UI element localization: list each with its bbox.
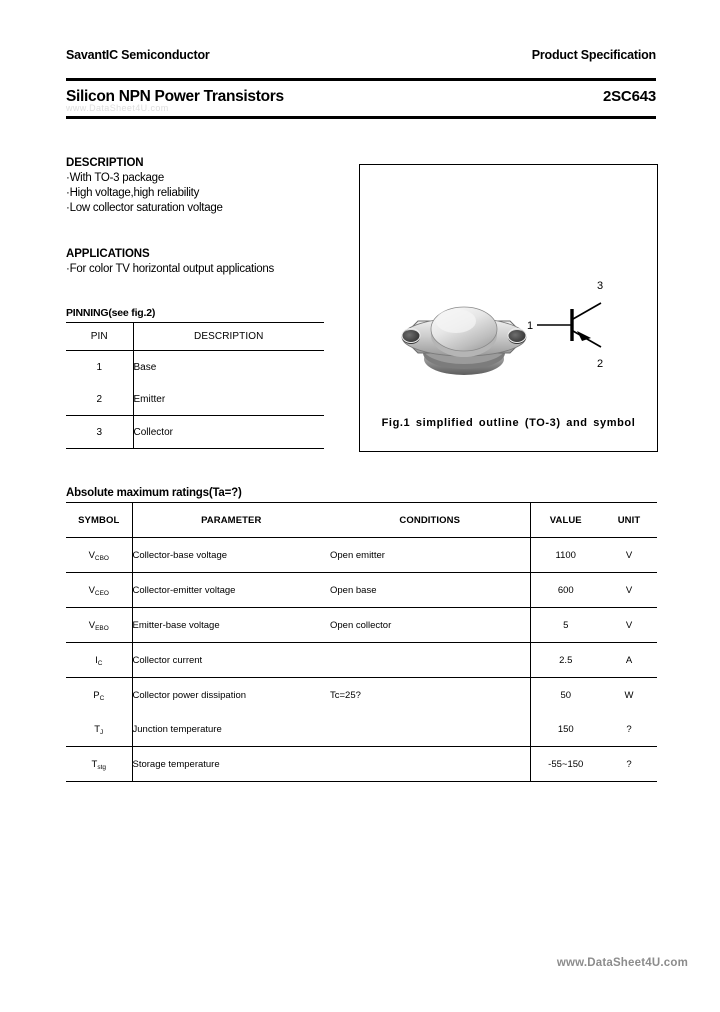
table-header-row xyxy=(66,323,324,351)
page-header xyxy=(66,48,656,62)
rating-unit: V xyxy=(601,573,657,608)
ratings-col-conditions: CONDITIONS xyxy=(399,514,461,526)
page-title: Silicon NPN Power Transistors xyxy=(66,88,284,105)
symbol-pin-3-label: 3 xyxy=(597,280,604,292)
rating-parameter: Collector-base voltage xyxy=(132,538,330,573)
header-watermark: www.DataSheet4U.com xyxy=(66,103,169,113)
applications-item: ·For color TV horizontal output applications xyxy=(66,263,275,275)
description-item: ·High voltage,high reliability xyxy=(66,187,200,199)
description-item: ·Low collector saturation voltage xyxy=(66,202,223,214)
table-row xyxy=(66,678,657,713)
rating-unit: ? xyxy=(601,747,657,782)
rating-unit: A xyxy=(601,643,657,678)
symbol-pin-1-label: 1 xyxy=(527,320,534,332)
rating-symbol: $V_{CEO}$ xyxy=(66,573,132,608)
rating-symbol: $I_C$ xyxy=(66,643,132,678)
table-row xyxy=(66,608,657,643)
footer-watermark: www.DataSheet4U.com xyxy=(556,957,688,969)
rating-parameter: Storage temperature xyxy=(132,747,330,782)
spec-label: Product Specification xyxy=(531,48,656,62)
rating-conditions: Open base xyxy=(330,573,530,608)
pin-number: 3 xyxy=(66,416,133,449)
table-header-row xyxy=(66,503,657,538)
ratings-col-symbol: SYMBOL xyxy=(78,514,120,526)
description-heading: DESCRIPTION xyxy=(66,157,144,169)
rating-unit: W xyxy=(624,689,634,701)
pin-description: Emitter xyxy=(133,383,324,416)
rating-parameter: Junction temperature xyxy=(132,712,330,747)
figure-caption: Fig.1 simplified outline (TO-3) and symbol xyxy=(381,417,636,429)
rating-symbol: $T_{stg}$ xyxy=(66,747,132,782)
npn-transistor-symbol xyxy=(525,275,635,375)
table-row xyxy=(66,712,657,747)
table-row xyxy=(66,643,657,678)
ratings-label: Absolute maximum ratings(Ta=?) xyxy=(66,487,242,499)
rating-parameter: Collector-emitter voltage xyxy=(132,573,330,608)
pin-number: 1 xyxy=(96,361,103,373)
ratings-col-parameter: PARAMETER xyxy=(132,503,330,538)
table-row xyxy=(66,416,324,449)
rating-value: -55~150 xyxy=(530,747,601,782)
applications-section xyxy=(66,248,366,275)
description-section xyxy=(66,157,356,214)
rating-parameter: Emitter-base voltage xyxy=(132,608,330,643)
rating-symbol: $T_J$ xyxy=(66,712,132,747)
pinning-section xyxy=(66,307,324,449)
ratings-col-value: VALUE xyxy=(530,503,601,538)
figure-outline-and-symbol xyxy=(359,164,658,452)
applications-heading: APPLICATIONS xyxy=(66,248,150,260)
rating-conditions xyxy=(330,712,530,747)
table-row xyxy=(66,383,324,416)
table-row xyxy=(66,351,324,384)
table-row xyxy=(66,747,657,782)
symbol-pin-2-label: 2 xyxy=(597,358,604,370)
rating-parameter: Collector power dissipation xyxy=(132,678,330,713)
rating-symbol: $V_{CBO}$ xyxy=(66,538,132,573)
pinning-col-description: DESCRIPTION xyxy=(133,323,324,351)
description-item-text: ·With TO-3 package xyxy=(66,172,164,184)
rating-value: 1100 xyxy=(530,538,601,573)
table-row xyxy=(66,538,657,573)
pinning-label: PINNING(see fig.2) xyxy=(66,307,156,319)
pin-description: Collector xyxy=(133,416,324,449)
rating-unit: ? xyxy=(601,712,657,747)
ratings-col-unit: UNIT xyxy=(617,514,641,526)
ratings-section xyxy=(66,487,657,782)
rating-conditions: Open emitter xyxy=(330,538,530,573)
description-item xyxy=(66,172,356,184)
company-name: SavantIC Semiconductor xyxy=(66,48,210,62)
rating-value: 600 xyxy=(530,573,601,608)
rating-value: 150 xyxy=(530,712,601,747)
rating-conditions xyxy=(330,643,530,678)
rating-symbol: $V_{EBO}$ xyxy=(66,608,132,643)
rating-unit: V xyxy=(601,608,657,643)
rating-unit: V xyxy=(601,538,657,573)
table-row xyxy=(66,573,657,608)
pin-number: 2 xyxy=(66,383,133,416)
pinning-col-pin: PIN xyxy=(90,331,108,342)
rating-value: 50 xyxy=(530,678,601,713)
header-rule-bottom xyxy=(66,116,656,119)
rating-value: 2.5 xyxy=(530,643,601,678)
absolute-maximum-ratings-table xyxy=(66,502,657,782)
header-rule-top xyxy=(66,78,656,81)
rating-conditions: Tc=25? xyxy=(330,689,361,701)
pin-description: Base xyxy=(133,351,324,384)
to3-package-image xyxy=(384,285,544,395)
rating-parameter: Collector current xyxy=(132,643,330,678)
rating-value: 5 xyxy=(530,608,601,643)
rating-conditions xyxy=(330,747,530,782)
rating-symbol: $P_C$ xyxy=(93,689,105,702)
rating-conditions: Open collector xyxy=(330,608,530,643)
pinning-table xyxy=(66,322,324,449)
part-number: 2SC643 xyxy=(602,88,656,105)
